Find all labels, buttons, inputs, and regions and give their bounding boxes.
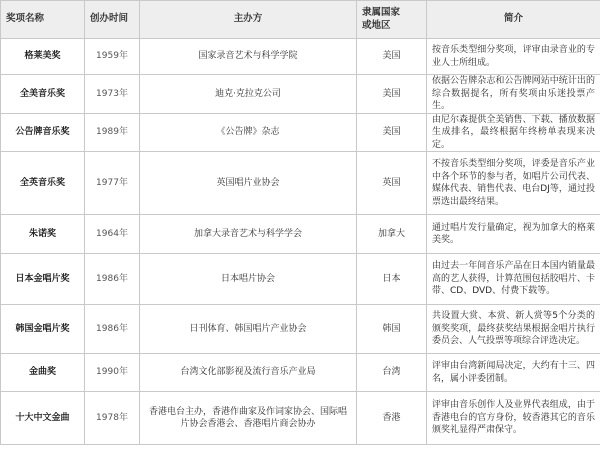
header-description: 简介 [427,1,600,39]
award-name: 公告牌音乐奖 [1,113,85,152]
founded-year: 1973年 [85,75,140,114]
award-name: 十大中文金曲 [1,392,85,445]
founded-year: 1990年 [85,354,140,392]
description: 共设置大赏、本赏、新人赏等5个分类的颁奖奖项，最终获奖结果根据金唱片执行委员会、人气投票等项综合评选决定。 [427,305,600,354]
table-row [1,113,600,152]
founded-year: 1959年 [85,39,140,75]
organizer: 加拿大录音艺术与科学学会 [140,215,357,254]
region: 台湾 [357,354,427,392]
region: 美国 [357,113,427,152]
table-row [1,392,600,445]
table-row [1,215,600,254]
description: 由尼尔森提供全美销售、下载、播放数据生成排名，最终根据年终榜单表现来决定。 [427,113,600,152]
region: 韩国 [357,305,427,354]
description: 评审由台湾新闻局决定，大约有十三、四名，属小评委团制。 [427,354,600,392]
table-row [1,39,600,75]
region: 香港 [357,392,427,445]
region: 日本 [357,254,427,305]
description: 依据公告牌杂志和公告牌网站中统计出的综合数据提名，所有奖项由乐迷投票产生。 [427,75,600,114]
founded-year: 1986年 [85,254,140,305]
header-region: 隶属国家 或地区 [357,1,427,39]
description: 按音乐类型细分奖项，评审由录音业的专业人士所组成。 [427,39,600,75]
table-row [1,152,600,215]
region: 英国 [357,152,427,215]
award-name: 全英音乐奖 [1,152,85,215]
organizer: 迪克·克拉克公司 [140,75,357,114]
award-name: 韩国金唱片奖 [1,305,85,354]
header-organizer: 主办方 [140,1,357,39]
table-row [1,75,600,114]
award-name: 日本金唱片奖 [1,254,85,305]
table-row [1,305,600,354]
organizer: 《公告牌》杂志 [140,113,357,152]
founded-year: 1977年 [85,152,140,215]
founded-year: 1978年 [85,392,140,445]
organizer: 日本唱片协会 [140,254,357,305]
organizer: 国家录音艺术与科学学院 [140,39,357,75]
organizer: 台湾文化部影视及流行音乐产业局 [140,354,357,392]
region: 美国 [357,39,427,75]
description: 不按音乐类型细分奖项，评委是音乐产业中各个环节的参与者，如唱片公司代表、媒体代表、销售代表、电台DJ等，通过投票选出最终结果。 [427,152,600,215]
organizer: 香港电台主办，香港作曲家及作词家协会、国际唱片协会香港会、香港唱片商会协办 [140,392,357,445]
founded-year: 1989年 [85,113,140,152]
description: 评审由音乐创作人及业界代表组成，由于香港电台的官方身份，较香港其它的音乐颁奖礼显得严肃保守。 [427,392,600,445]
award-name: 朱诺奖 [1,215,85,254]
organizer: 日刊体育、韩国唱片产业协会 [140,305,357,354]
description: 通过唱片发行量确定，视为加拿大的格莱美奖。 [427,215,600,254]
header-year: 创办时间 [85,1,140,39]
header-award: 奖项名称 [1,1,85,39]
founded-year: 1986年 [85,305,140,354]
award-name: 格莱美奖 [1,39,85,75]
table-row [1,254,600,305]
organizer: 英国唱片业协会 [140,152,357,215]
table-header-row [1,1,600,39]
region: 美国 [357,75,427,114]
award-name: 全美音乐奖 [1,75,85,114]
region: 加拿大 [357,215,427,254]
award-name: 金曲奖 [1,354,85,392]
founded-year: 1964年 [85,215,140,254]
description: 由过去一年间音乐产品在日本国内销量最高的艺人获得，计算范围包括胶唱片、卡带、CD、DVD、付费下载等。 [427,254,600,305]
table-row [1,354,600,392]
